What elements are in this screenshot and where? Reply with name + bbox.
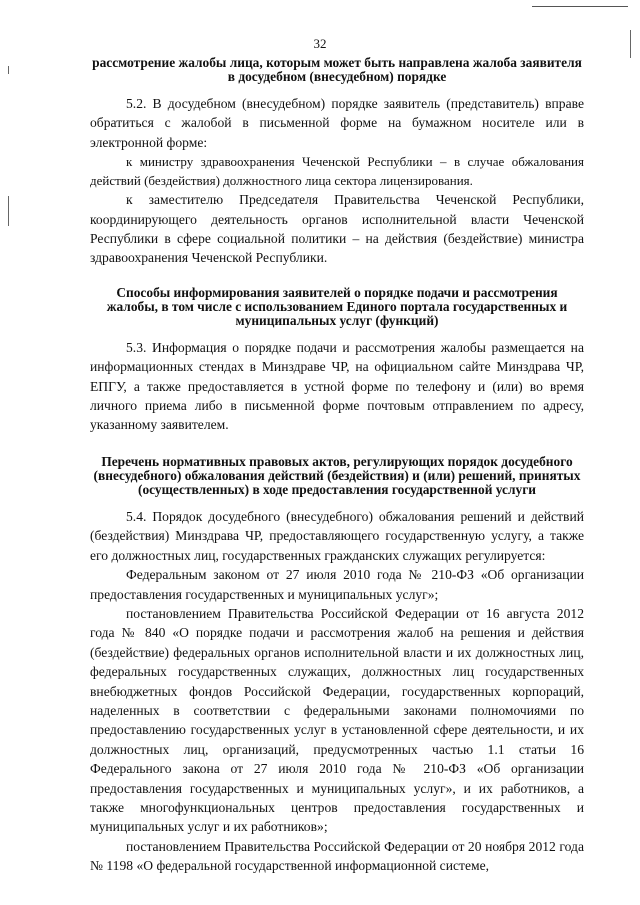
section-heading: Способы информирования заявителей о порядке подачи и рассмотрения жалобы, в том числе с использованием Единого портала государственных и муниципальных услуг (функций) — [106, 284, 568, 328]
document-body — [90, 56, 584, 876]
header-rule — [532, 6, 628, 7]
page-number: 32 — [313, 36, 327, 51]
paragraph-5-2: 5.2. В досудебном (внесудебном) порядке заявитель (представитель) вправе обратиться с жалобой в письменной форме на бумажном носителе или в электронной форме: — [90, 96, 584, 150]
section-heading: рассмотрение жалобы лица, которым может быть направлена жалоба заявителя в досудебном (внесудебном) порядке — [92, 55, 582, 84]
scan-margin-mark — [8, 196, 9, 226]
paragraph-decree-1198: постановлением Правительства Российской Федерации от 20 ноября 2012 года № 1198 «О федеральной государственной информационной системе, — [90, 838, 584, 874]
paragraph-decree-840: постановлением Правительства Российской Федерации от 16 августа 2012 года № 840 «О порядке подачи и рассмотрения жалоб на решения и действия (бездействие) федеральных органов исполнительной власти и их должностных лиц, федеральных государственных служащих, должностных лиц государственных внебюджетных фондов Российской Федерации, государственных корпораций, наделенных в соответствии с федеральными законами полномочиями по предоставлению государственных услуг в установленной сфере деятельности, и их должностных лиц, организаций, предусмотренных частью 1.1 статьи 16 Федерального закона от 27 июля 2010 года № 210-ФЗ «Об организации предоставления государственных и муниципальных услуг», и их работников, а также многофункциональных центров предоставления государственных и муниципальных услуг и их работников»; — [90, 605, 584, 835]
paragraph-deputy: к заместителю Председателя Правительства Чеченской Республики, координирующего деятельность органов исполнительной власти Чеченской Республики в сфере социальной политики – на действия (бездействие) министра здравоохранения Чеченской Республики. — [90, 192, 584, 266]
paragraph-law-210: Федеральным законом от 27 июля 2010 года № 210-ФЗ «Об организации предоставления государственных и муниципальных услуг»; — [90, 567, 584, 602]
scan-margin-mark — [8, 66, 9, 74]
section-heading: Перечень нормативных правовых актов, регулирующих порядок досудебного (внесудебного) обжалования действий (бездействия) и (или) решений, принятых (осуществленных) в ходе предоставления государственной услуги — [93, 453, 581, 497]
paragraph-minister: к министру здравоохранения Чеченской Республики – в случае обжалования действий (бездействия) должностного лица сектора лицензирования. — [90, 154, 584, 189]
paragraph-5-3: 5.3. Информация о порядке подачи и рассмотрения жалобы размещается на информационных стендах в Минздраве ЧР, на официальном сайте Минздрава ЧР, ЕПГУ, а также предоставляется в устной форме по телефону и (или) во время личного приема либо в письменной форме почтовым отправлением по адресу, указанному заявителем. — [90, 339, 584, 433]
paragraph-5-4: 5.4. Порядок досудебного (внесудебного) обжалования решений и действий (бездействия) Минздрава ЧР, предоставляющего государственную услугу, а также его должностных лиц, государственных гражданских служащих регулируется: — [90, 508, 584, 563]
